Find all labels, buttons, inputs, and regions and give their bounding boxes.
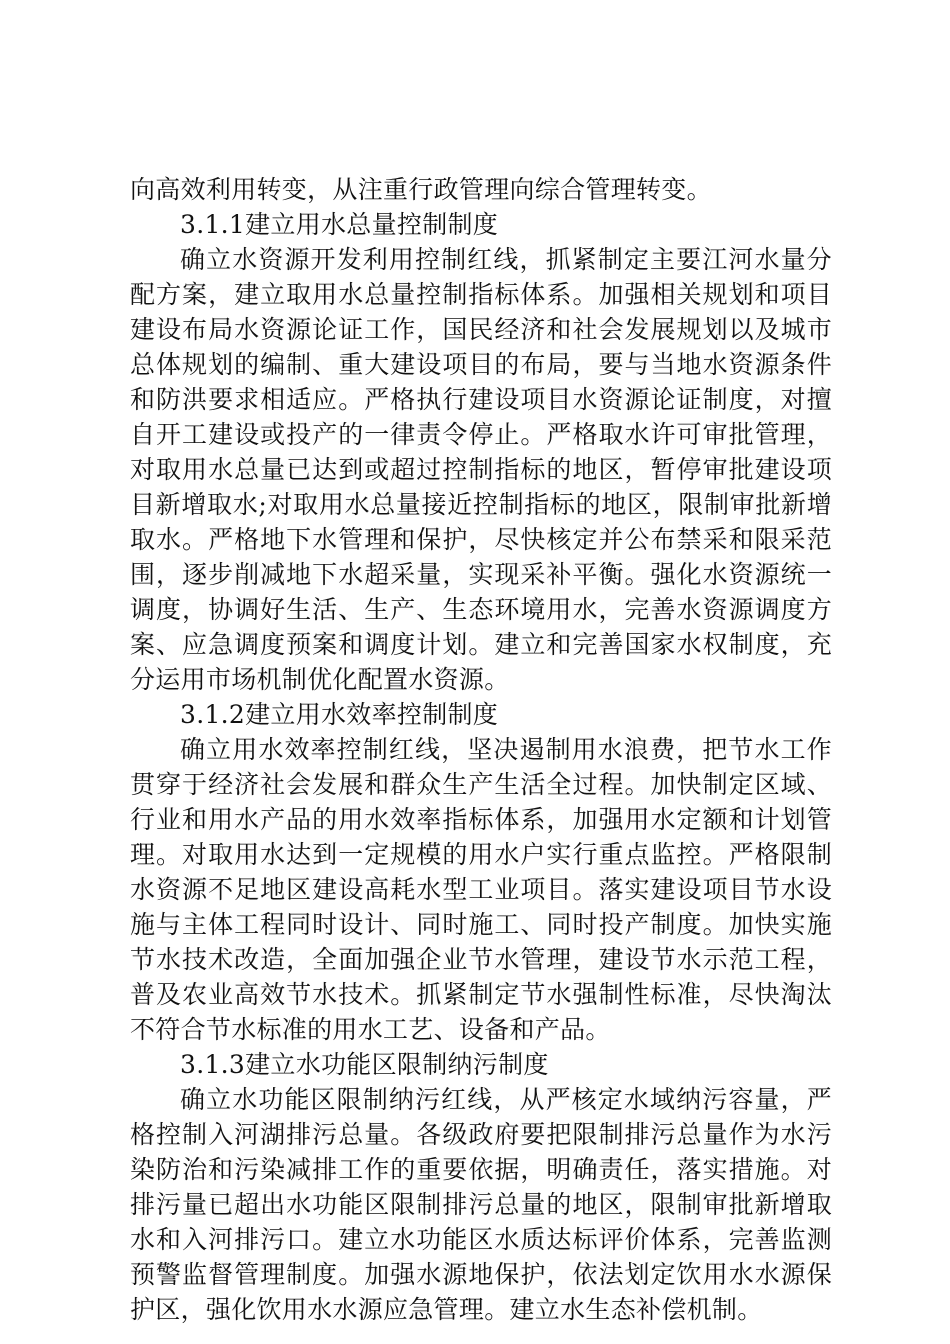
section-heading-3-1-3: 3.1.3建立水功能区限制纳污制度 xyxy=(180,1050,549,1079)
intro-paragraph-tail: 向高效利用转变，从注重行政管理向综合管理转变。 xyxy=(130,175,712,204)
section-heading-3-1-2: 3.1.2建立用水效率控制制度 xyxy=(180,700,499,729)
section-body-3-1-3: 确立水功能区限制纳污红线，从严核定水域纳污容量，严格控制入河湖排污总量。各级政府要把限制排污总量作为水污染防治和污染减排工作的重要依据，明确责任，落实措施。对排污量已超出水功能区限制排污总量的地区，限制审批新增取水和入河排污口。建立水功能区水质达标评价体系，完善监测预警监督管理制度。加强水源地保护，依法划定饮用水水源保护区，强化饮用水水源应急管理。建立水生态补偿机制。 xyxy=(130,1085,832,1324)
section-heading-3-1-1: 3.1.1建立用水总量控制制度 xyxy=(180,210,499,239)
section-body-3-1-2: 确立用水效率控制红线，坚决遏制用水浪费，把节水工作贯穿于经济社会发展和群众生产生活全过程。加快制定区域、行业和用水产品的用水效率指标体系，加强用水定额和计划管理。对取用水达到一定规模的用水户实行重点监控。严格限制水资源不足地区建设高耗水型工业项目。落实建设项目节水设施与主体工程同时设计、同时施工、同时投产制度。加快实施节水技术改造，全面加强企业节水管理，建设节水示范工程，普及农业高效节水技术。抓紧制定节水强制性标准，尽快淘汰不符合节水标准的用水工艺、设备和产品。 xyxy=(130,735,832,1044)
section-body-3-1-1: 确立水资源开发利用控制红线，抓紧制定主要江河水量分配方案，建立取用水总量控制指标体系。加强相关规划和项目建设布局水资源论证工作，国民经济和社会发展规划以及城市总体规划的编制、重大建设项目的布局，要与当地水资源条件和防洪要求相适应。严格执行建设项目水资源论证制度，对擅自开工建设或投产的一律责令停止。严格取水许可审批管理，对取用水总量已达到或超过控制指标的地区，暂停审批建设项目新增取水;对取用水总量接近控制指标的地区，限制审批新增取水。严格地下水管理和保护，尽快核定并公布禁采和限采范围，逐步削减地下水超采量，实现采补平衡。强化水资源统一调度，协调好生活、生产、生态环境用水，完善水资源调度方案、应急调度预案和调度计划。建立和完善国家水权制度，充分运用市场机制优化配置水资源。 xyxy=(130,245,832,694)
document-page xyxy=(130,172,832,1327)
